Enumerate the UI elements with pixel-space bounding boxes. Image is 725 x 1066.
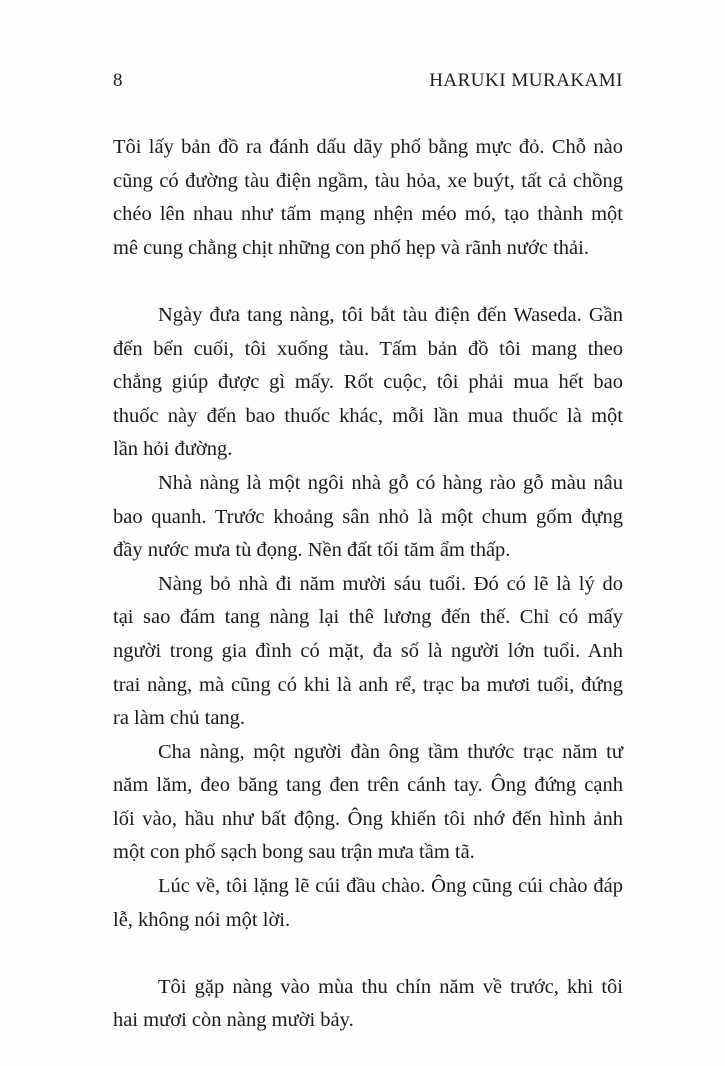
text-line: Nhà nàng là một ngôi nhà gỗ có hàng rào gỗ màu nâu [158,471,623,494]
text-line: bao quanh. Trước khoảng sân nhỏ là một chum gốm đựng [113,505,623,528]
text-line: mê cung chằng chịt những con phố hẹp và rãnh nước thải. [113,236,589,259]
text-line: cũng có đường tàu điện ngầm, tàu hỏa, xe buýt, tất cả chồng [113,169,623,192]
text-line: người trong gia đình có mặt, đa số là người lớn tuổi. Anh [113,639,623,662]
text-line: Ngày đưa tang nàng, tôi bắt tàu điện đến Waseda. Gần [158,303,623,326]
paragraph [113,736,623,870]
text-line: trai nàng, mà cũng có khi là anh rể, trạc ba mươi tuổi, đứng [113,673,623,696]
paragraph [113,870,623,937]
text-line: đầy nước mưa tù đọng. Nền đất tối tăm ẩm thấp. [113,539,511,562]
section-break [113,937,623,971]
text-line: ra làm chủ tang. [113,707,246,730]
section-break [113,265,623,299]
text-line: lối vào, hầu như bất động. Ông khiến tôi nhớ đến hình ảnh [113,807,623,830]
text-line: Tôi gặp nàng vào mùa thu chín năm về trước, khi tôi [158,975,623,998]
paragraph [113,467,623,568]
text-line: Lúc về, tôi lặng lẽ cúi đầu chào. Ông cũng cúi chào đáp [158,875,623,898]
text-line: Tôi lấy bản đồ ra đánh dấu dãy phố bằng mực đỏ. Chỗ nào [113,136,623,158]
text-line: Nàng bỏ nhà đi năm mười sáu tuổi. Đó có lẽ là lý do [158,572,623,595]
page-number: 8 [113,70,123,91]
text-line: lễ, không nói một lời. [113,908,291,931]
paragraph [113,131,623,265]
text-line: năm lăm, đeo băng tang đen trên cánh tay. Ông đứng cạnh [113,774,623,797]
text-line: Cha nàng, một người đàn ông tầm thước trạc năm tư [158,740,623,763]
text-line: thuốc này đến bao thuốc khác, mỗi lần mua thuốc là một [113,404,623,427]
paragraph [113,568,623,736]
text-line: chẳng giúp được gì mấy. Rốt cuộc, tôi phải mua hết bao [113,371,623,394]
paragraph [113,299,623,467]
paragraph [113,971,623,1038]
text-line: chéo lên nhau như tấm mạng nhện méo mó, tạo thành một [113,203,623,226]
text-line: đến bến cuối, tôi xuống tàu. Tấm bản đồ tôi mang theo [113,337,623,360]
text-line: tại sao đám tang nàng lại thê lương đến thế. Chỉ có mấy [113,606,623,629]
page-body [113,131,623,1038]
text-line: lần hỏi đường. [113,438,233,461]
page-header [113,70,623,100]
running-head-author: HARUKI MURAKAMI [429,70,623,91]
text-line: một con phố sạch bong sau trận mưa tầm tã. [113,841,475,864]
text-line: hai mươi còn nàng mười bảy. [113,1009,354,1032]
